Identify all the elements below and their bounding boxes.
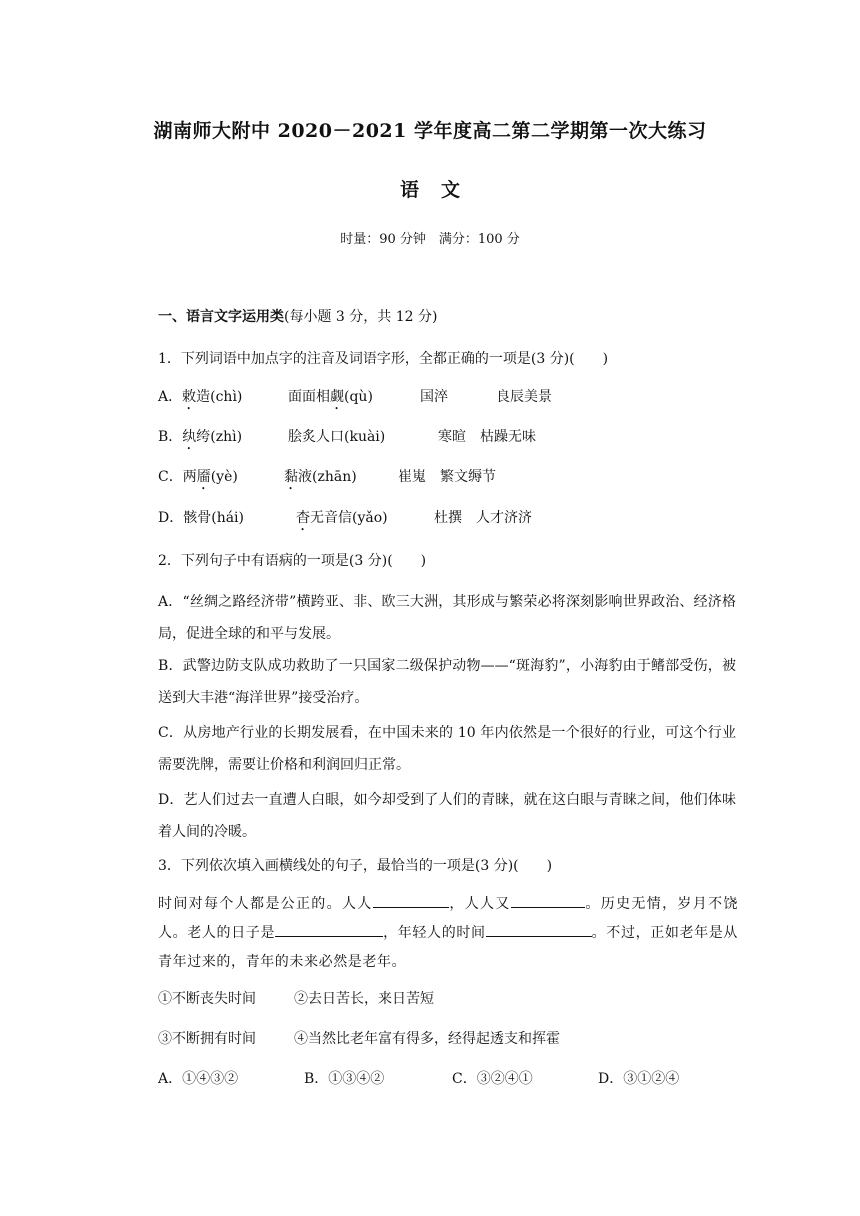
q3-option-a: A．①④③② — [158, 1071, 239, 1087]
q1-a-word3: 国淬 — [420, 389, 448, 405]
question-1-stem: 1．下列词语中加点字的注音及词语字形，全都正确的一项是(3 分)( ) — [158, 351, 609, 367]
section-heading-text: 一、语言文字运用类 — [158, 309, 284, 325]
q3-blank-4 — [486, 922, 592, 937]
q3-passage — [158, 890, 738, 977]
q1-b-label: B． — [158, 429, 183, 445]
q3-passage-part-3: 。历史无情，岁月不饶人。老人的日子是 — [158, 896, 739, 941]
q3-sentence-1: ①不断丧失时间 — [158, 991, 256, 1007]
q3-option-b: B．①③④② — [304, 1071, 385, 1087]
q1-a-label: A． — [158, 389, 183, 405]
q3-blank-3 — [275, 922, 383, 937]
q3-blank-2 — [511, 893, 585, 908]
q1-option-d — [158, 507, 244, 527]
document-title: 湖南师大附中 2020－2021 学年度高二第二学期第一次大练习 — [153, 120, 707, 142]
q1-option-b — [158, 426, 242, 453]
q1-b-word3: 寒暄 枯躁无味 — [438, 429, 536, 445]
q1-c-w1-dotted: 靥 — [196, 469, 211, 485]
q1-c-w1-pre: 两 — [182, 469, 197, 485]
q1-option-a — [158, 386, 242, 413]
q1-b-w1-dotted: 纨 — [182, 429, 197, 445]
q1-d-w2-dotted: 杳 — [296, 510, 310, 526]
q1-d-w2-rest: 无音信(yǎo) — [310, 510, 388, 526]
q1-c-word3: 崔嵬 繁文缛节 — [398, 469, 496, 485]
q1-a-w2-pre: 面面相 — [288, 389, 330, 405]
question-3-stem: 3．下列依次填入画横线处的句子，最恰当的一项是(3 分)( ) — [158, 858, 553, 874]
q3-passage-part-5: 。不过，正如老年是从青年过来的，青年的未来必然是老年。 — [158, 925, 739, 970]
q3-sentence-2: ②去日苦长，来日苦短 — [294, 991, 434, 1007]
q1-d-word3: 杜撰 人才济济 — [434, 510, 532, 526]
q1-a-word4: 良辰美景 — [496, 389, 552, 405]
q1-a-w2-rest: (qù) — [344, 389, 373, 405]
question-2-stem: 2．下列句子中有语病的一项是(3 分)( ) — [158, 553, 427, 569]
q1-d-label: D． — [158, 510, 184, 526]
q3-sentence-4: ④当然比老年富有得多，经得起透支和挥霍 — [294, 1031, 560, 1047]
q3-option-c: C．③②④① — [452, 1071, 533, 1087]
section-heading — [158, 306, 437, 326]
q2-option-b: B．武警边防支队成功救助了一只国家二级保护动物——“斑海豹”，小海豹由于鳍部受伤，被送到大丰港“海洋世界”接受治疗。 — [158, 658, 736, 706]
q3-sentence-3: ③不断拥有时间 — [158, 1031, 256, 1047]
q1-a-w1-dotted: 敕 — [182, 389, 197, 405]
q1-option-c — [158, 466, 238, 493]
q3-passage-part-1: 时间对每个人都是公正的。人人 — [158, 896, 373, 912]
q1-b-word2: 脍炙人口(kuài) — [288, 429, 386, 445]
subject-title: 语文 — [399, 179, 482, 201]
q1-c-word2 — [284, 466, 357, 493]
q1-d-w1: 骸骨(hái) — [183, 510, 244, 526]
q1-a-w1-rest: 造(chì) — [196, 389, 243, 405]
q1-c-w2-dotted: 黏 — [284, 469, 298, 485]
q3-passage-part-4: ，年轻人的时间 — [383, 925, 486, 941]
q3-option-d: D．③①②④ — [598, 1071, 680, 1087]
q3-passage-part-2: ，人人又 — [448, 896, 511, 912]
q1-b-w1-rest: 绔(zhì) — [196, 429, 243, 445]
exam-meta: 时量：90 分钟 满分：100 分 — [340, 232, 520, 247]
section-heading-note: (每小题 3 分，共 12 分) — [284, 309, 438, 325]
q2-option-d: D．艺人们过去一直遭人白眼，如今却受到了人们的青睐，就在这白眼与青睐之间，他们体味着人间的冷暖。 — [158, 792, 736, 840]
q1-c-w2-rest: 液(zhān) — [298, 469, 357, 485]
q2-option-a: A．“丝绸之路经济带”横跨亚、非、欧三大洲，其形成与繁荣必将深刻影响世界政治、经济格局，促进全球的和平与发展。 — [158, 594, 736, 642]
q3-blank-1 — [373, 893, 449, 908]
q2-option-c: C．从房地产行业的长期发展看，在中国未来的 10 年内依然是一个很好的行业，可这个行业需要洗牌，需要让价格和利润回归正常。 — [158, 725, 736, 773]
q1-c-w1-rest: (yè) — [210, 469, 238, 485]
q1-d-word2 — [296, 507, 388, 534]
q1-c-label: C． — [158, 469, 183, 485]
q1-a-word2 — [288, 386, 373, 413]
q1-a-w2-dotted: 觑 — [330, 389, 344, 405]
